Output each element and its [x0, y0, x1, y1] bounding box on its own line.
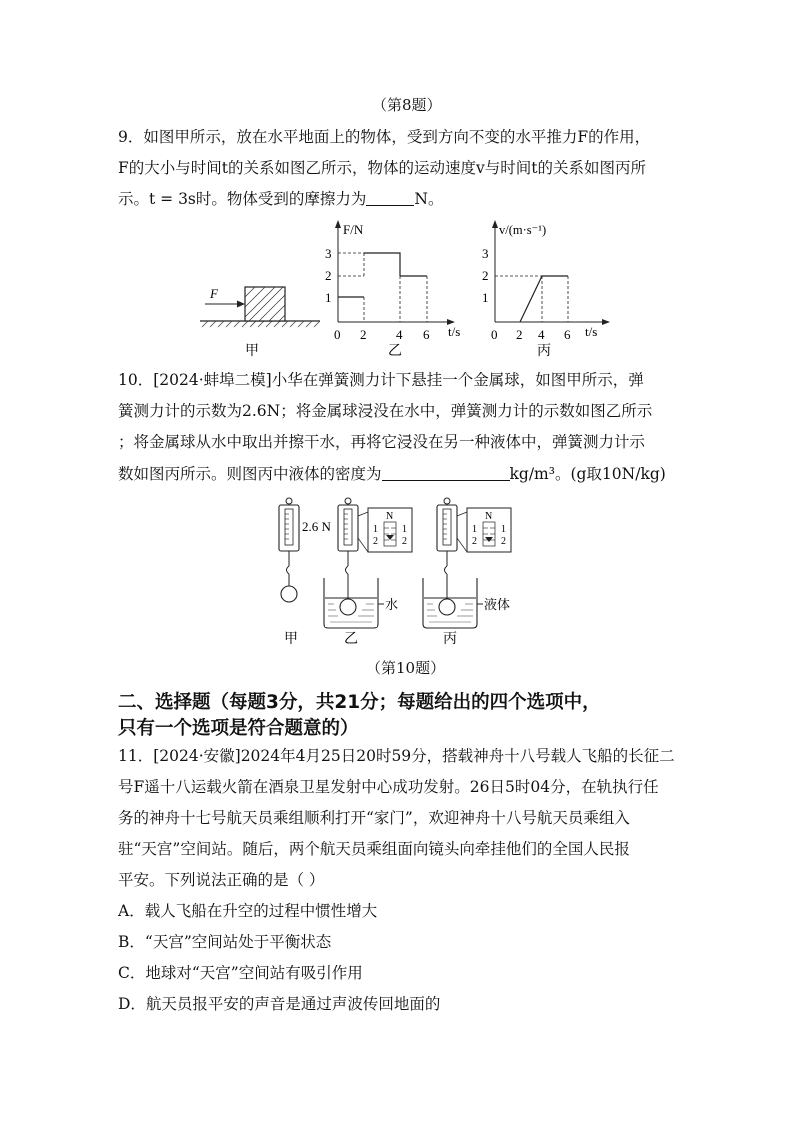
option-a: A．载人飞船在升空的过程中惯性增大	[118, 902, 378, 920]
metal-ball	[439, 599, 455, 615]
answer-blank	[382, 466, 510, 481]
fig-yi-caption: 乙	[388, 344, 402, 359]
scale-mark: 2	[373, 536, 378, 547]
cap-jia: 甲	[284, 632, 298, 647]
guide-lines	[338, 253, 427, 322]
y-tick: 2	[325, 268, 332, 283]
spring-scale-yi	[324, 498, 412, 647]
x-axis-arrow-icon	[602, 319, 610, 325]
q11-line-1: 11．[2024·安徽]2024年4月25日20时59分，搭载神舟十八号载人飞船的长征二	[118, 747, 675, 765]
fig-jia-caption: 甲	[245, 344, 259, 359]
unit-label: N	[386, 511, 394, 522]
option-d: D．航天员报平安的声音是通过声波传回地面的	[118, 995, 441, 1013]
metal-ball	[281, 586, 297, 602]
block	[245, 287, 285, 321]
q10-caption: （第10题）	[366, 659, 446, 677]
y-axis-label: v/(m·s⁻¹)	[499, 223, 547, 237]
q11-line-5: 平安。下列说法正确的是（ ）	[118, 871, 325, 889]
x-tick: 0	[334, 327, 341, 342]
q10-line-1: 10．[2024·蚌埠二模]小华在弹簧测力计下悬挂一个金属球，如图甲所示，弹	[118, 371, 644, 389]
fig-jia-block-diagram	[200, 286, 320, 359]
section-heading-line-2: 只有一个选项是符合题意的）	[118, 718, 359, 739]
answer-blank	[366, 191, 414, 206]
q10-line-3: ；将金属球从水中取出并擦干水，再将它浸没在另一种液体中，弹簧测力计示	[118, 433, 646, 451]
scale-mark: 1	[501, 524, 506, 535]
q11-line-2: 号F遥十八运载火箭在酒泉卫星发射中心成功发射。26日5时04分，在轨执行任	[118, 778, 659, 796]
scale-mark: 2	[472, 536, 477, 547]
x-tick: 6	[564, 327, 571, 342]
y-tick: 3	[482, 246, 489, 261]
scale-mark: 1	[402, 524, 407, 535]
force-label: F	[210, 286, 218, 301]
x-tick: 4	[538, 327, 545, 342]
velocity-line	[520, 276, 568, 322]
fig-yi-chart	[325, 220, 460, 359]
x-tick: 4	[396, 327, 403, 342]
fig-bing-caption: 丙	[537, 344, 551, 359]
x-axis-label: t/s	[585, 324, 598, 339]
q9-line-3-text: 示。t = 3s时。物体受到的摩擦力为	[118, 190, 367, 208]
scale-mark: 1	[373, 524, 378, 535]
x-tick: 2	[360, 327, 367, 342]
q10-line-4-text: 数如图丙所示。则图丙中液体的密度为	[118, 465, 382, 483]
q9-line-2: F的大小与时间t的关系如图乙所示，物体的运动速度v与时间t的关系如图丙所	[118, 159, 646, 177]
force-segment-2	[364, 253, 400, 276]
option-c: C．地球对“天宫”空间站有吸引作用	[118, 964, 363, 982]
x-tick: 6	[423, 327, 430, 342]
q8-caption: （第8题）	[372, 96, 442, 114]
q11-line-3: 务的神舟十七号航天员乘组顺利打开“家门”，欢迎神舟十八号航天员乘组入	[118, 809, 630, 827]
q10-unit: kg/m³。(g取10N/kg)	[509, 465, 666, 483]
q10-line-2: 簧测力计的示数为2.6N；将金属球浸没在水中，弹簧测力计的示数如图乙所示	[118, 402, 653, 420]
scale-mark: 2	[501, 536, 506, 547]
y-tick: 3	[325, 246, 332, 261]
q9-unit: N。	[414, 190, 444, 208]
section-heading-line-1: 二、选择题（每题3分，共21分；每题给出的四个选项中，	[118, 692, 601, 713]
q11-line-4: 驻“天宫”空间站。随后，两个航天员乘组面向镜头向牵挂他们的全国人民报	[118, 840, 630, 858]
fig-bing-chart	[482, 220, 610, 359]
reading-jia: 2.6 N	[302, 519, 331, 534]
water-label: 水	[385, 597, 399, 612]
x-tick: 2	[516, 327, 523, 342]
cap-bing: 丙	[443, 632, 457, 647]
spring-scale-bing	[423, 498, 511, 647]
q10-figure	[270, 494, 540, 654]
cap-yi: 乙	[344, 632, 358, 647]
y-tick: 1	[325, 290, 332, 305]
option-b: B．“天宫”空间站处于平衡状态	[118, 933, 332, 951]
x-tick: 0	[491, 327, 498, 342]
y-tick: 2	[482, 268, 489, 283]
q10-line-4	[118, 463, 666, 485]
unit-label: N	[485, 511, 493, 522]
scale-mark: 1	[472, 524, 477, 535]
y-tick: 1	[482, 290, 489, 305]
q9-figures	[190, 218, 620, 366]
q9-line-3	[118, 188, 443, 210]
x-axis-label: t/s	[448, 324, 461, 339]
scale-mark: 2	[402, 536, 407, 547]
q9-line-1: 9．如图甲所示，放在水平地面上的物体，受到方向不变的水平推力F的作用，	[118, 128, 651, 146]
y-axis-arrow-icon	[335, 220, 341, 228]
liquid-label: 液体	[484, 597, 511, 612]
y-axis-arrow-icon	[492, 220, 498, 228]
y-axis-label: F/N	[343, 222, 364, 237]
force-arrow-icon	[237, 301, 245, 308]
metal-ball	[340, 599, 356, 615]
